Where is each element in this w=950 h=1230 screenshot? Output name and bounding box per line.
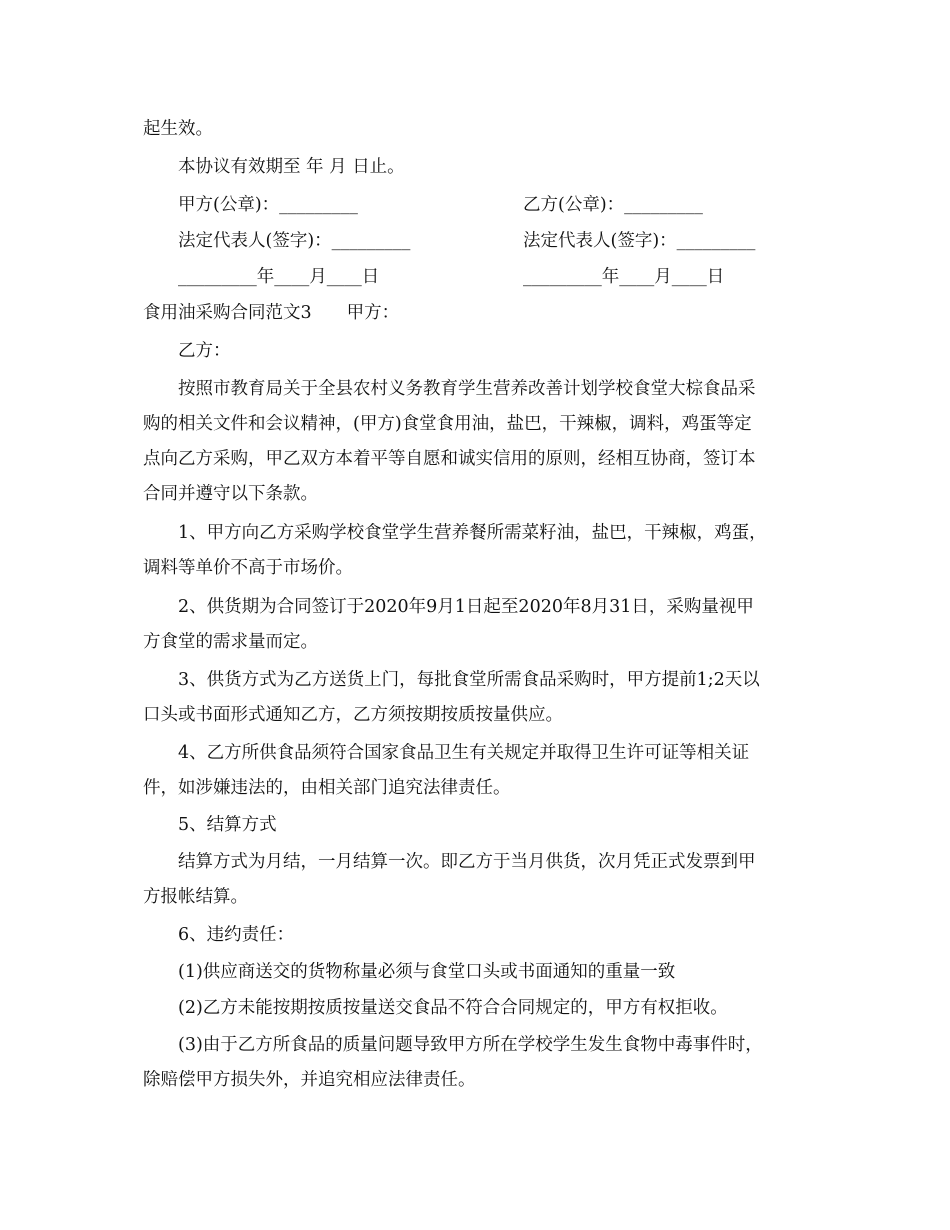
- clause-line: 方报帐结算。: [143, 887, 248, 907]
- clause-line: 口头或书面形式通知乙方，乙方须按期按质按量供应。: [143, 705, 563, 725]
- clause-line: (1)供应商送交的货物称量必须与食堂口头或书面通知的重量一致: [178, 962, 676, 982]
- clause-line: 1、甲方向乙方采购学校食堂学生营养餐所需菜籽油，盐巴，干辣椒，鸡蛋，: [178, 523, 767, 543]
- paragraph-line: 乙方：: [178, 341, 231, 361]
- party-a-representative: 法定代表人(签字)：_________: [178, 231, 411, 251]
- party-a-date: _________年____月____日: [178, 267, 380, 287]
- clause-line: 件，如涉嫌违法的，由相关部门追究法律责任。: [143, 778, 511, 798]
- party-b-representative: 法定代表人(签字)：_________: [523, 231, 756, 251]
- clause-line: 方食堂的需求量而定。: [143, 632, 318, 652]
- party-a-seal: 甲方(公章)：_________: [178, 195, 358, 215]
- clause-line: (2)乙方未能按期按质按量送交食品不符合合同规定的，甲方有权拒收。: [178, 998, 728, 1018]
- clause-line: (3)由于乙方所食品的质量问题导致甲方所在学校学生发生食物中毒事件时，: [178, 1035, 763, 1055]
- clause-line: 5、结算方式: [178, 815, 277, 835]
- clause-line: 6、违约责任：: [178, 925, 295, 945]
- paragraph-line: 购的相关文件和会议精神，(甲方)食堂食用油，盐巴，干辣椒，调料，鸡蛋等定: [143, 414, 752, 434]
- clause-line: 除赔偿甲方损失外，并追究相应法律责任。: [143, 1070, 476, 1090]
- clause-line: 3、供货方式为乙方送货上门，每批食堂所需食品采购时，甲方提前1;2天以: [178, 670, 760, 690]
- clause-line: 结算方式为月结，一月结算一次。即乙方于当月供货，次月凭正式发票到甲: [178, 852, 756, 872]
- paragraph-line: 起生效。: [143, 119, 213, 139]
- paragraph-line: 按照市教育局关于全县农村义务教育学生营养改善计划学校食堂大棕食品采: [178, 379, 756, 399]
- clause-line: 2、供货期为合同签订于2020年9月1日起至2020年8月31日，采购量视甲: [178, 597, 754, 617]
- paragraph-line: 本协议有效期至 年 月 日止。: [178, 157, 405, 177]
- party-b-seal: 乙方(公章)：_________: [523, 195, 703, 215]
- party-b-date: _________年____月____日: [523, 267, 725, 287]
- section-title: 食用油采购合同范文3 甲方：: [143, 303, 400, 323]
- paragraph-line: 合同并遵守以下条款。: [143, 484, 318, 504]
- clause-line: 调料等单价不高于市场价。: [143, 558, 353, 578]
- clause-line: 4、乙方所供食品须符合国家食品卫生有关规定并取得卫生许可证等相关证: [178, 743, 750, 763]
- paragraph-line: 点向乙方采购，甲乙双方本着平等自愿和诚实信用的原则，经相互协商，签订本: [143, 449, 756, 469]
